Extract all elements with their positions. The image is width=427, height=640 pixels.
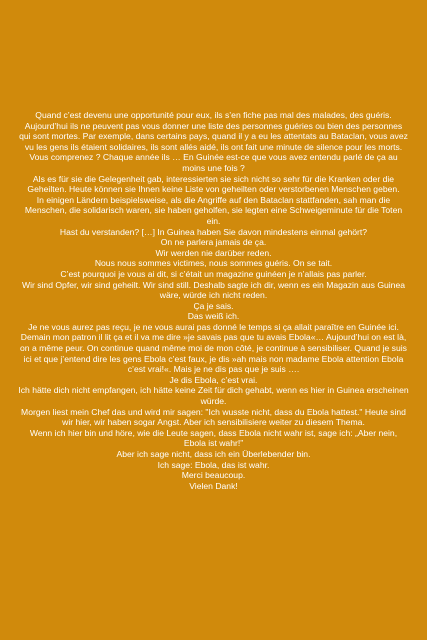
paragraph-fr-5: Ça je sais.: [193, 300, 234, 311]
paragraph-de-1: Als es für sie die Gelegenheit gab, interessierten sie sich nicht so sehr für die Kranken oder die Geheilten. Heute können sie Ihnen keine Liste von geheilten oder verstorbenen Menschen geben.: [27, 173, 400, 195]
paragraph-de-6: Das weiß ich.: [187, 311, 240, 322]
paragraph-de-10: Aber ich sage nicht, dass ich ein Überlebender bin.: [116, 449, 311, 459]
paragraph-de-8: Morgen liest mein Chef das und wird mir sagen: "Ich wusste nicht, dass du Ebola hattest." Heute sind wir hier, wir haben sogar Angst. Aber ich sensibilisiere weiter zu diesem Thema.: [21, 406, 406, 428]
paragraph-de-2: In einigen Ländern beispielsweise, als die Angriffe auf den Bataclan stattfanden, sah man die Menschen, die solidarisch waren, sie haben geholfen, sie legten eine Schweigeminute für die Toten ein.: [24, 194, 403, 226]
paragraph-de-12: Vielen Dank!: [189, 480, 238, 491]
paragraph-de-7: Ich hätte dich nicht empfangen, ich hätte keine Zeit für dich gehabt, wenn es hier in Guinea erscheinen würde.: [18, 385, 409, 407]
paragraph-de-11: Ich sage: Ebola, das ist wahr.: [157, 459, 270, 470]
interview-text: [18, 110, 409, 491]
paragraph-fr-7: Je dis Ebola, c’est vrai.: [169, 374, 258, 385]
paragraph-de-4: Wir werden nie darüber reden.: [155, 247, 272, 258]
paragraph-fr-8: Merci beaucoup.: [181, 470, 246, 481]
paragraph-de-3: Hast du verstanden? […] In Guinea haben Sie davon mindestens einmal gehört?: [59, 226, 368, 237]
paragraph-de-5: Wir sind Opfer, wir sind geheilt. Wir sind still. Deshalb sagte ich dir, wenn es ein Magazin aus Guinea wäre, würde ich nicht reden.: [21, 279, 406, 301]
paragraph-fr-4: C’est pourquoi je vous ai dit, si c’était un magazine guinéen je n’allais pas parler.: [60, 268, 367, 279]
paragraph-fr-1: Quand c’est devenu une opportunité pour eux, ils s’en fiche pas mal des malades, des guéris. Aujourd’hui ils ne peuvent pas vous donner une liste des personnes guéries ou bien des personnes qui sont mortes. Par exemple, dans certains pays, quand il y a eu les attentats au Bataclan, vous avez vu les gens ils étaient solidaires, ils sont allés aidé, ils ont fait une minute de silence pour les morts. Vous comprenez ? Chaque année ils … En Guinée est-ce que vous avez entendu parlé de ça au moins une fois ?: [19, 110, 408, 173]
paragraph-fr-2: On ne parlera jamais de ça.: [160, 237, 267, 248]
paragraph-fr-6: Je ne vous aurez pas reçu, je ne vous aurai pas donné le temps si ça allait paraître en Guinée ici. Demain mon patron il lit ça et il va me dire »je savais pas que tu avais Ebola«… Aujourd’hui on est là, on a même peur. On continue quand même moi de mon côté, je continue à sensibiliser. Quand je suis ici et que j’entend dire les gens Ebola c’est faux, je dis »ah mais non madame Ebola attention Ebola c’est vrai!«. Mais je ne dis pas que je suis ….: [20, 321, 407, 375]
paragraph-fr-3: Nous nous sommes victimes, nous sommes guéris. On se tait.: [94, 258, 333, 269]
paragraph-de-9: Wenn ich hier bin und höre, wie die Leute sagen, dass Ebola nicht wahr ist, sage ich: „Aber nein, Ebola ist wahr!”: [29, 427, 398, 449]
